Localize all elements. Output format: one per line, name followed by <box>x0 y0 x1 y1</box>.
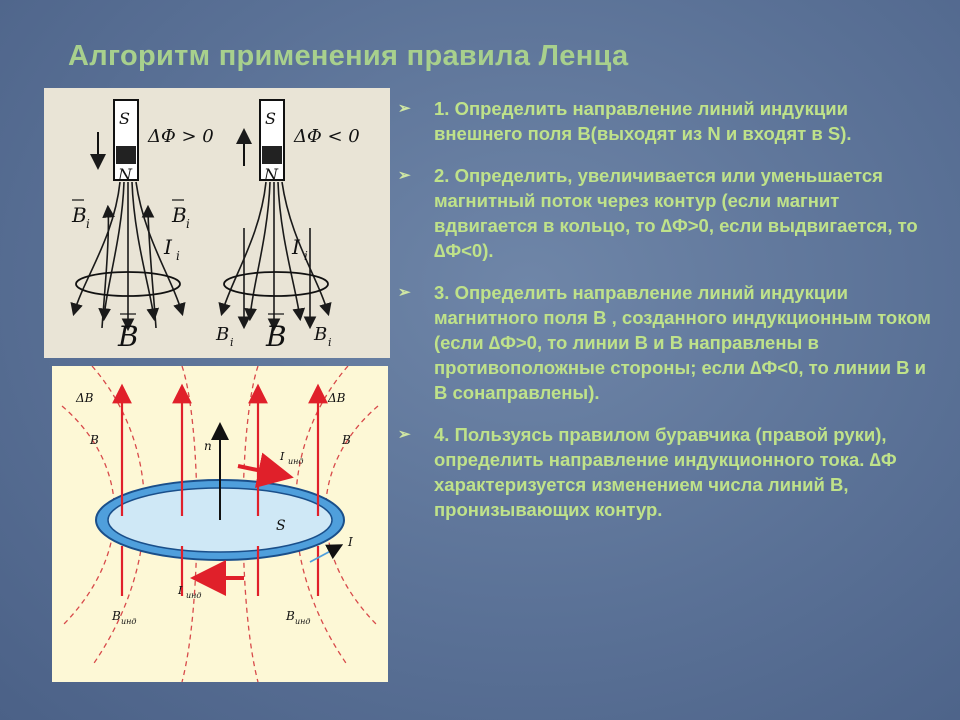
step-3 <box>398 280 938 405</box>
label-i-ind-bottom: I <box>178 584 183 597</box>
label-i-ind-bottom-sub: инд <box>186 591 202 600</box>
label-bi-2: B <box>172 203 187 227</box>
label-b-ind-left-sub: инд <box>121 617 137 626</box>
label-b-ind-right: B <box>286 609 295 623</box>
step-2 <box>398 163 938 263</box>
label-b-left: B <box>90 433 99 447</box>
induction-field-svg <box>52 366 388 682</box>
label-b-right: B <box>342 433 351 447</box>
right-field-lines <box>222 182 328 328</box>
current-arrow-top-icon <box>238 466 286 476</box>
step-2-text: 2. Определить, увеличивается или уменьшается магнитный поток через контур (если магнит вдвигается в кольцо, то ∆Ф>0, если выдвигается, то ∆Ф<0). <box>434 165 918 261</box>
slide-title: Алгоритм применения правила Ленца <box>68 40 629 72</box>
label-delta-b-right: ΔB <box>328 391 346 405</box>
label-n: n <box>204 439 212 453</box>
pole-n-right: N <box>264 165 278 184</box>
label-i-ind-top: I <box>280 450 285 463</box>
pole-n-left: N <box>118 165 132 184</box>
induction-field-diagram <box>52 366 388 682</box>
label-b-left: B <box>118 320 139 353</box>
label-bi-4: B <box>314 324 328 345</box>
label-b-ind-right-sub: инд <box>295 617 311 626</box>
arrow-bullet-icon: ➢ <box>398 167 411 184</box>
arrow-bullet-icon: ➢ <box>398 426 411 443</box>
label-bi-4-sub: i <box>328 336 332 349</box>
left-magnet <box>114 100 138 184</box>
label-delta-b-left: ΔB <box>76 391 94 405</box>
label-b-right: B <box>266 320 287 353</box>
label-bi-1-sub: i <box>86 217 90 231</box>
step-1-text: 1. Определить направление линий индукции внешнего поля В(выходят из N и входят в S). <box>434 98 852 144</box>
arrow-bullet-icon: ➢ <box>398 100 411 117</box>
label-current-1: I <box>164 235 172 259</box>
current-direction-icon <box>310 546 340 562</box>
label-current-1-sub: i <box>176 249 180 263</box>
step-1 <box>398 96 938 146</box>
label-bi-3-sub: i <box>230 336 234 349</box>
label-i-ind-top-sub: инд <box>288 457 304 466</box>
pole-s-left: S <box>119 109 130 128</box>
algorithm-steps <box>398 96 938 539</box>
label-current-2: I <box>292 235 300 259</box>
arrow-bullet-icon: ➢ <box>398 284 411 301</box>
magnet-ring-svg <box>44 88 390 358</box>
label-bi-2-sub: i <box>186 217 190 231</box>
label-current-2-sub: i <box>304 249 308 263</box>
label-bi-3: B <box>216 324 230 345</box>
label-bi-1: B <box>72 203 87 227</box>
step-4-text: 4. Пользуясь правилом буравчика (правой руки), определить направление индукционного тока. ∆Ф характеризуется изменением числа линий В, пронизывающих контур. <box>434 424 897 520</box>
flux-increase-label: ΔΦ > 0 <box>148 126 214 147</box>
step-4 <box>398 422 938 522</box>
magnet-ring-diagram <box>44 88 390 358</box>
right-magnet <box>260 100 284 184</box>
flux-decrease-label: ΔΦ < 0 <box>294 126 360 147</box>
label-i: I <box>348 535 353 549</box>
step-3-text: 3. Определить направление линий индукции магнитного поля В , созданного индукционным током (если ∆Ф>0, то линии В и В направлены в противоположные стороны; если ∆Ф<0, то линии В и В сонаправлены). <box>434 282 931 403</box>
label-s: S <box>276 518 286 534</box>
right-ring <box>224 272 328 296</box>
pole-s-right: S <box>265 109 276 128</box>
label-b-ind-left: B <box>112 609 121 623</box>
